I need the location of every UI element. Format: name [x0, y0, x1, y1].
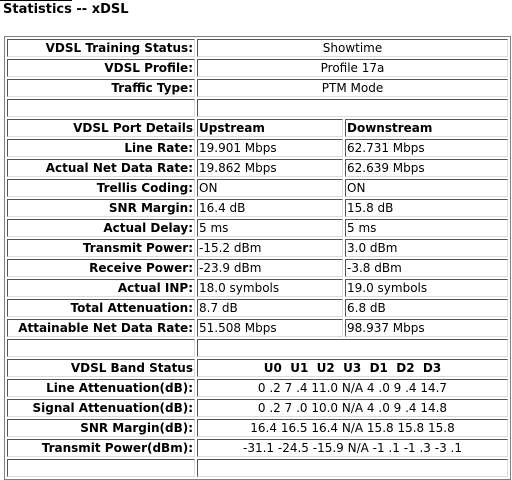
xdsl-statistics-table [4, 36, 511, 480]
training-status-label: VDSL Training Status: [7, 39, 195, 57]
band-signal-attenuation-values: 0 .2 7 .0 10.0 N/A 4 .0 9 .4 14.8 [197, 399, 508, 417]
line-rate-downstream: 62.731 Mbps [345, 139, 508, 157]
actual-delay-label: Actual Delay: [7, 219, 195, 237]
net-data-rate-upstream: 19.862 Mbps [197, 159, 343, 177]
line-rate-upstream: 19.901 Mbps [197, 139, 343, 157]
table-row-band-snr-margin [7, 419, 508, 437]
table-row-attainable-rate [7, 319, 508, 337]
table-row-band-signal-attenuation [7, 399, 508, 417]
attainable-rate-label: Attainable Net Data Rate: [7, 319, 195, 337]
table-row-band-transmit-power [7, 439, 508, 457]
table-row-actual-delay [7, 219, 508, 237]
transmit-power-label: Transmit Power: [7, 239, 195, 257]
spacer-cell [7, 459, 195, 477]
band-line-attenuation-label: Line Attenuation(dB): [7, 379, 195, 397]
table-row-traffic-type [7, 79, 508, 97]
receive-power-label: Receive Power: [7, 259, 195, 277]
actual-inp-label: Actual INP: [7, 279, 195, 297]
table-row-transmit-power [7, 239, 508, 257]
spacer-cell [197, 339, 508, 357]
actual-delay-upstream: 5 ms [197, 219, 343, 237]
port-details-header-row [7, 119, 508, 137]
line-rate-label: Line Rate: [7, 139, 195, 157]
table-row-trellis-coding [7, 179, 508, 197]
spacer-row [7, 459, 508, 477]
band-line-attenuation-values: 0 .2 7 .4 11.0 N/A 4 .0 9 .4 14.7 [197, 379, 508, 397]
band-transmit-power-label: Transmit Power(dBm): [7, 439, 195, 457]
receive-power-downstream: -3.8 dBm [345, 259, 508, 277]
band-transmit-power-values: -31.1 -24.5 -15.9 N/A -1 .1 -1 .3 -3 .1 [197, 439, 508, 457]
attainable-rate-downstream: 98.937 Mbps [345, 319, 508, 337]
spacer-cell [7, 339, 195, 357]
table-row-snr-margin [7, 199, 508, 217]
actual-inp-upstream: 18.0 symbols [197, 279, 343, 297]
band-snr-margin-values: 16.4 16.5 16.4 N/A 15.8 15.8 15.8 [197, 419, 508, 437]
spacer-cell [7, 99, 195, 117]
training-status-value: Showtime [197, 39, 508, 57]
table-row-total-attenuation [7, 299, 508, 317]
trellis-coding-upstream: ON [197, 179, 343, 197]
snr-margin-upstream: 16.4 dB [197, 199, 343, 217]
table-row-line-rate [7, 139, 508, 157]
band-snr-margin-label: SNR Margin(dB): [7, 419, 195, 437]
traffic-type-value: PTM Mode [197, 79, 508, 97]
upstream-header: Upstream [197, 119, 343, 137]
spacer-row [7, 99, 508, 117]
trellis-coding-downstream: ON [345, 179, 508, 197]
page-title: Statistics -- xDSL [3, 2, 129, 17]
net-data-rate-label: Actual Net Data Rate: [7, 159, 195, 177]
band-status-header-row [7, 359, 508, 377]
actual-inp-downstream: 19.0 symbols [345, 279, 508, 297]
downstream-header: Downstream [345, 119, 508, 137]
trellis-coding-label: Trellis Coding: [7, 179, 195, 197]
profile-label: VDSL Profile: [7, 59, 195, 77]
table-row-training-status [7, 39, 508, 57]
total-attenuation-label: Total Attenuation: [7, 299, 195, 317]
band-signal-attenuation-label: Signal Attenuation(dB): [7, 399, 195, 417]
port-details-header: VDSL Port Details [7, 119, 195, 137]
table-row-net-data-rate [7, 159, 508, 177]
table-row-profile [7, 59, 508, 77]
total-attenuation-upstream: 8.7 dB [197, 299, 343, 317]
profile-value: Profile 17a [197, 59, 508, 77]
receive-power-upstream: -23.9 dBm [197, 259, 343, 277]
spacer-row [7, 339, 508, 357]
band-columns-header: U0 U1 U2 U3 D1 D2 D3 [197, 359, 508, 377]
spacer-cell [197, 99, 508, 117]
table-row-receive-power [7, 259, 508, 277]
snr-margin-downstream: 15.8 dB [345, 199, 508, 217]
transmit-power-downstream: 3.0 dBm [345, 239, 508, 257]
title-underline [0, 0, 72, 1]
net-data-rate-downstream: 62.639 Mbps [345, 159, 508, 177]
total-attenuation-downstream: 6.8 dB [345, 299, 508, 317]
table-row-band-line-attenuation [7, 379, 508, 397]
actual-delay-downstream: 5 ms [345, 219, 508, 237]
spacer-cell [197, 459, 508, 477]
band-status-header: VDSL Band Status [7, 359, 195, 377]
snr-margin-label: SNR Margin: [7, 199, 195, 217]
table-row-actual-inp [7, 279, 508, 297]
traffic-type-label: Traffic Type: [7, 79, 195, 97]
attainable-rate-upstream: 51.508 Mbps [197, 319, 343, 337]
transmit-power-upstream: -15.2 dBm [197, 239, 343, 257]
